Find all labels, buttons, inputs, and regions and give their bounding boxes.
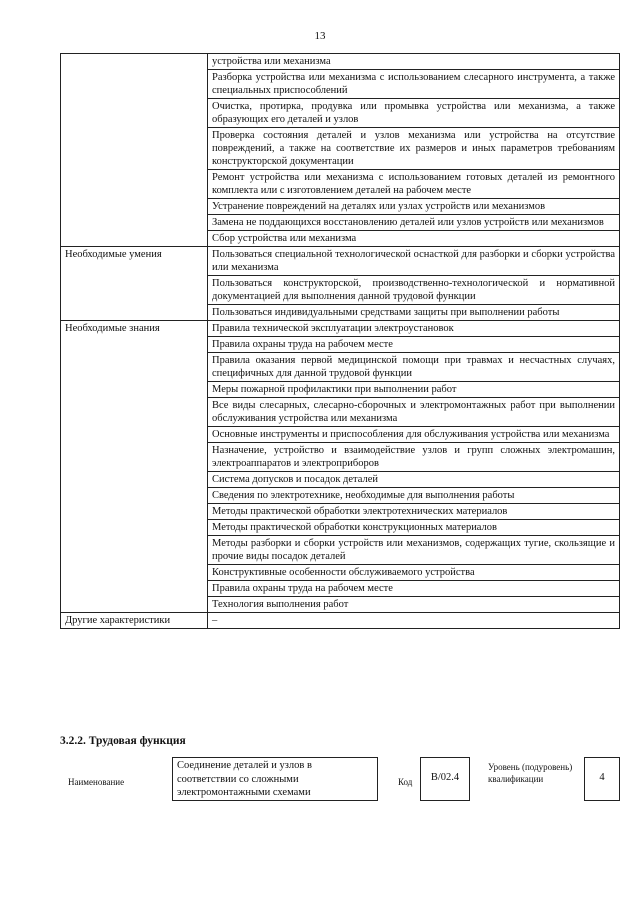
labor-function-header: [60, 757, 620, 805]
code-label: Код: [398, 777, 413, 787]
actions-item: устройства или механизма: [208, 54, 620, 70]
knowledge-item: Методы практической обработки конструкционных материалов: [208, 520, 620, 536]
skills-item: Пользоваться специальной технологической оснасткой для разборки и сборки устройства или механизма: [208, 247, 620, 276]
knowledge-item: Методы практической обработки электротехнических материалов: [208, 504, 620, 520]
level-box: 4: [584, 757, 620, 801]
knowledge-label: Необходимые знания: [61, 321, 208, 613]
skills-row: [61, 247, 620, 276]
actions-item: Замена не поддающихся восстановлению деталей или узлов устройств или механизмов: [208, 215, 620, 231]
other-label: Другие характеристики: [61, 613, 208, 629]
knowledge-item: Система допусков и посадок деталей: [208, 472, 620, 488]
actions-item: Очистка, протирка, продувка или промывка устройства или механизма, а также образующих его деталей и узлов: [208, 99, 620, 128]
knowledge-item: Правила охраны труда на рабочем месте: [208, 581, 620, 597]
knowledge-item: Правила оказания первой медицинской помощи при травмах и несчастных случаях, специфичных для данной трудовой функции: [208, 353, 620, 382]
knowledge-item: Все виды слесарных, слесарно-сборочных и электромонтажных работ при выполнении обслуживания устройства или механизма: [208, 398, 620, 427]
actions-item: Устранение повреждений на деталях или узлах устройств или механизмов: [208, 199, 620, 215]
actions-item: Сбор устройства или механизма: [208, 231, 620, 247]
knowledge-item: Назначение, устройство и взаимодействие узлов и групп сложных электромашин, электроаппаратов и электроприборов: [208, 443, 620, 472]
skills-label: Необходимые умения: [61, 247, 208, 321]
knowledge-item: Меры пожарной профилактики при выполнении работ: [208, 382, 620, 398]
knowledge-item: Правила технической эксплуатации электроустановок: [208, 321, 620, 337]
knowledge-item: Методы разборки и сборки устройств или механизмов, содержащих тугие, скользящие и прочие виды посадок деталей: [208, 536, 620, 565]
knowledge-item: Технология выполнения работ: [208, 597, 620, 613]
section-title: 3.2.2. Трудовая функция: [60, 735, 186, 747]
actions-item: Ремонт устройства или механизма с использованием готовых деталей из ремонтного комплекта или с изготовлением деталей на рабочем месте: [208, 170, 620, 199]
requirements-table: [60, 53, 620, 629]
actions-row: [61, 54, 620, 70]
code-box: B/02.4: [420, 757, 470, 801]
actions-label: [61, 54, 208, 247]
skills-item: Пользоваться конструкторской, производственно-технологической и нормативной документацией для выполнения данной трудовой функции: [208, 276, 620, 305]
knowledge-item: Основные инструменты и приспособления для обслуживания устройства или механизма: [208, 427, 620, 443]
level-label: Уровень (подуровень) квалификации: [488, 762, 573, 784]
actions-item: Проверка состояния деталей и узлов механизма или устройства на отсутствие повреждений, а также на соответствие их размеров и иных параметров требованиям конструкторской документации: [208, 128, 620, 170]
other-row: [61, 613, 620, 629]
knowledge-item: Правила охраны труда на рабочем месте: [208, 337, 620, 353]
skills-item: Пользоваться индивидуальными средствами защиты при выполнении работы: [208, 305, 620, 321]
page-number: 13: [314, 30, 326, 42]
actions-item: Разборка устройства или механизма с использованием слесарного инструмента, а также специальных приспособлений: [208, 70, 620, 99]
name-label: Наименование: [68, 777, 125, 787]
knowledge-row: [61, 321, 620, 337]
knowledge-item: Конструктивные особенности обслуживаемого устройства: [208, 565, 620, 581]
other-value: –: [208, 613, 620, 629]
function-name-box: Соединение деталей и узлов в соответствии со сложными электромонтажными схемами: [172, 757, 378, 801]
knowledge-item: Сведения по электротехнике, необходимые для выполнения работы: [208, 488, 620, 504]
